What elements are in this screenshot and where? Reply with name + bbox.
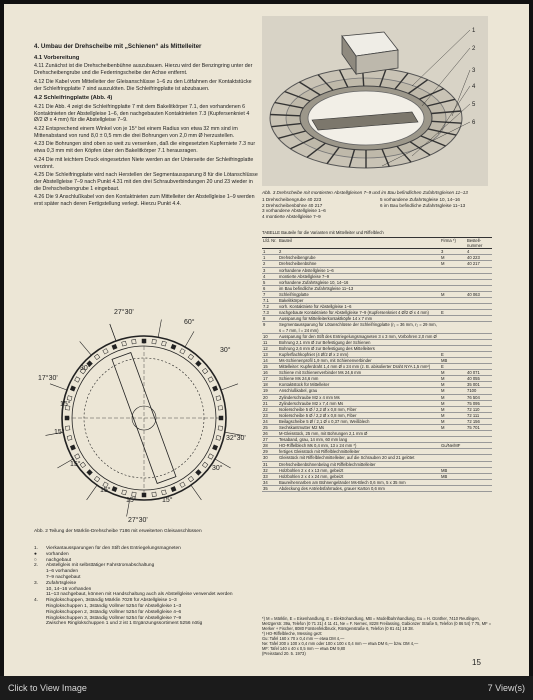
row-part: Schiene Ms 24,6 mm <box>278 376 440 382</box>
legend-key: ● <box>34 551 37 557</box>
legend-text: nachgebaut <box>46 557 72 563</box>
footnote-line: Gu: Tafel 160 x 70 x 0,4 mm — etwa DM 4,— <box>262 636 345 641</box>
row-number: 12 <box>262 345 278 351</box>
track-mark <box>196 470 202 476</box>
row-company: M <box>440 400 466 406</box>
row-number: 7 <box>262 291 278 297</box>
track-line <box>158 320 161 338</box>
row-part: Sechskantmutter M2 Ms <box>278 425 440 431</box>
paragraph-4-24: 4.24 Die mit leichtem Druck eingesetzten Niete werden an der Unterseite der Schleifringplatte verzinnt. <box>34 156 254 170</box>
row-company: E <box>440 364 466 370</box>
row-number: 32 <box>262 467 278 473</box>
view-count: 7 View(s) <box>487 683 525 693</box>
track-line <box>80 341 92 355</box>
paragraph-4-23: 4.23 Die Bohrungen sind oben so weit zu versenken, daß die eingesetzten Kupferniete 7.3 nur etwa 0,3 mm mit den Köpfen über den Bakelitkörper 7.1 herausragen. <box>34 141 256 155</box>
subsection-4-1-title: 4.1 Vorbereitung <box>34 54 80 61</box>
row-company: M <box>440 255 466 261</box>
row-part: Zylinderschraube M2 x 7,4 mm Ms <box>278 400 440 406</box>
row-order-number: 35 001 <box>466 382 492 388</box>
track-mark <box>212 445 217 450</box>
row-order-number: 40 071 <box>466 370 492 376</box>
row-company: M <box>440 376 466 382</box>
track-mark <box>208 454 213 459</box>
row-part: Anschlußkabel, grau <box>278 388 440 394</box>
row-number: 10 <box>262 333 278 339</box>
row-company: M <box>440 418 466 424</box>
subsection-4-2-title: 4.2 Schleifringplatte (Abb. 4) <box>34 95 113 102</box>
left-text-column <box>34 44 259 210</box>
row-part: Bohrung 2,6 mm Ø zur Befestigung des Mittelleiters <box>278 345 440 351</box>
row-number: 19 <box>262 388 278 394</box>
row-number: 14 <box>262 357 278 363</box>
row-part: Holzbohlen 2 x 4 x 13 mm, gebeizt <box>278 467 440 473</box>
callout-number: 3 <box>472 68 476 74</box>
row-company: MB <box>440 467 466 473</box>
track-mark <box>65 426 69 430</box>
row-company: M <box>440 382 466 388</box>
legend-entry <box>34 621 259 627</box>
row-company: E <box>440 310 466 316</box>
row-part: Baureihennarben am Bühnengeländer Ms-Blech 0,6 mm, 5 x 35 mm <box>278 479 440 485</box>
angle-label: 32°30' <box>226 435 246 442</box>
track-mark <box>171 486 176 491</box>
row-part: Kupferflachkopfniet (4 Ø/2 Ø x 2 mm) <box>278 351 440 357</box>
track-line <box>50 384 67 390</box>
legend-key: 1. <box>34 546 39 551</box>
footnote-line: Ne: Tafel 200 x 100 x 0,4 mm oder 100 x 100 x 0,4 mm — etwa DM 6,— bzw. DM 4,— <box>262 641 419 646</box>
track-line <box>110 324 116 341</box>
row-number: 7.3 <box>262 310 278 316</box>
photo-legend-item <box>380 214 492 219</box>
row-part: vorh. Kontaktniete für Abstellgleise 1–6 <box>278 304 440 310</box>
row-part: Drehscheibenbühne <box>278 261 440 267</box>
track-mark <box>180 482 185 487</box>
track-mark <box>67 435 72 440</box>
track-mark <box>218 406 222 410</box>
track-line <box>185 331 194 347</box>
row-part: Isolierscheibe 5 Ø / 2,2 Ø x 0,8 mm, Fiber <box>278 406 440 412</box>
row-number: 7.1 <box>262 298 278 304</box>
track-mark <box>94 476 100 482</box>
view-image-link[interactable]: Click to View Image <box>8 683 87 693</box>
row-number: 22 <box>262 406 278 412</box>
table-row <box>262 485 492 491</box>
row-part: Aussparung für den Stift des Entriegelungsmagneten 3 x 3 mm, Vorbohren 2,0 mm Ø <box>278 333 440 339</box>
row-company: Gu/Ne/MF <box>440 443 466 449</box>
angle-label: 15° <box>126 497 137 504</box>
legend-text: Zufahrtsgleise <box>46 580 77 586</box>
row-part: Gleisstück mit Riffelblechmittelleiter, auf die Schrauben 20 und 21 gelötet <box>278 455 440 461</box>
table-body <box>262 255 492 492</box>
photo-legend-item: 5 vorhandene Zufahrtsgleise 10, 14–16 <box>380 197 460 203</box>
column-number: 2 <box>278 249 440 255</box>
paragraph-4-21: 4.21 Die Abb. 4 zeigt die Schleifringplatte 7 mit dem Bakelitkörper 7.1, den vorhandenen 6 Kontaktnieten der Abstellgleise 1–6, den nachgebauten Kontaktnieten 7.3 (Kupfersenkniet 4 Ø/2 Ø x 4 mm) für die Abstellgleise 7–9. <box>34 103 250 124</box>
angle-label: 15° <box>54 429 65 436</box>
row-part: HO-Riffelblech Ms 0,4 mm, 13 x 24 mm *) <box>278 443 440 449</box>
column-number: 4 <box>466 249 492 255</box>
track-mark <box>87 470 93 476</box>
row-part: Abdeckung des Antriebsfahrrades, grauer Karton 0,6 mm <box>278 485 440 491</box>
paragraph-4-26: 4.26 Die 9 Anschlußkabel von den Kontaktnieten zum Mittelleiter der Abstellgleise 1–9 werden erst später nach deren Fertigstellung verlegt. Hierzu Punkt 4.4. <box>34 194 255 208</box>
track-mark <box>67 396 72 401</box>
angle-label: 27°30' <box>114 309 134 316</box>
legend-text: Ringlokschuppen 2, 3ständig Vollmer 5254 für Abstellgleise 4–6 <box>46 609 182 615</box>
track-mark <box>112 344 117 349</box>
legend-key: 2. <box>34 563 39 569</box>
column-number: 1 <box>262 249 278 255</box>
row-part: Bakelitkörper <box>278 298 440 304</box>
angle-label: 30° <box>212 465 223 472</box>
track-line <box>87 485 97 500</box>
row-number: 17 <box>262 376 278 382</box>
row-number: 27 <box>262 437 278 443</box>
photo-caption: Abb. 3 Drehscheibe mit montierten Abstellgleisen 7–9 und im Bau befindlichen Zufahrtsgleisen 11–13 <box>262 190 468 195</box>
paragraph-4-12: 4.12 Die Kabel vom Mittelleiter der Gleisanschlüsse 1–6 zu den Lötfahnen der Kontaktstücke der Schleifringplatte 7 sind auszulöten. Die Schleifringplatte ist abzubauen. <box>34 78 252 92</box>
paragraph-4-25: 4.25 Die Schleifringplatte wird nach Herstellen der Segmentaussparung 8 für die Lötanschlüsse der Abstellgleise 7–9 nach Punkt 4.31 mit den drei Schraubverbindungen 20 und 23 wieder in die Drehscheibengrube 1 eingebaut. <box>34 172 258 192</box>
angle-label: 15° <box>60 401 71 408</box>
viewer-footer <box>0 676 533 700</box>
legend-text: Vierkantaussparungen für den Stift des Entriegelungsmagneten <box>46 546 181 551</box>
header-part: Bauteil <box>278 238 440 249</box>
row-company: M <box>440 370 466 376</box>
angle-label: 60° <box>184 319 195 326</box>
legend-text: vorhanden <box>46 551 69 557</box>
row-part: Drehscheibenbühnenbelag mit Riffelblechmittelleiter <box>278 461 440 467</box>
callout-number: 4 <box>472 84 476 90</box>
row-order-number <box>466 322 492 333</box>
legend-key: ○ <box>34 557 37 563</box>
turntable-photo <box>262 16 488 186</box>
row-order-number: 40 055 <box>466 376 492 382</box>
photo-legend-item: 1 Drehscheibengrube 40 223 <box>262 197 322 203</box>
row-number: 5 <box>262 279 278 285</box>
legend-key: 3. <box>34 580 39 586</box>
scanned-page <box>4 4 529 676</box>
track-mark <box>132 339 136 343</box>
header-order-number: Bestell-nummer <box>466 238 492 249</box>
row-part: Bohrung 2,1 mm Ø zur Befestigung der Schienen <box>278 339 440 345</box>
column-number: 3 <box>440 249 466 255</box>
row-part: Ms-Schienenprofil 1,9 mm, mit Schienenverbinder <box>278 357 440 363</box>
photo-caption-block <box>262 190 492 219</box>
legend-text: 10, 14–16 vorhanden <box>46 586 92 592</box>
row-number: 35 <box>262 485 278 491</box>
row-company <box>440 322 466 333</box>
row-order-number: 72 111 <box>466 412 492 418</box>
row-number: 28 <box>262 443 278 449</box>
row-order-number: 40 223 <box>466 255 492 261</box>
angle-label: 15° <box>70 461 81 468</box>
page-number: 15 <box>472 658 481 667</box>
track-mark <box>216 435 221 440</box>
table-footnotes <box>262 616 492 656</box>
track-mark <box>152 492 156 496</box>
legend-key <box>34 621 46 627</box>
row-order-number: 7100 <box>466 388 492 394</box>
legend-text: Abstellgleis mit selbsttätiger Fahrstromabschaltung <box>46 563 155 569</box>
row-company: M <box>440 291 466 297</box>
track-mark <box>103 349 108 354</box>
track-mark <box>180 349 185 354</box>
track-mark <box>212 386 217 391</box>
row-part: im Bau befindliche Zufahrtsgleise 11–13 <box>278 285 440 291</box>
callout-number: 1 <box>472 28 476 34</box>
track-mark <box>122 490 127 495</box>
row-number: 1 <box>262 255 278 261</box>
row-order-number: 75 701 <box>466 425 492 431</box>
photo-legend-item: 2 Drehscheibenbühne 40 217 <box>262 202 323 208</box>
row-part: fertiges Gleisstück mit Riffelblechmittelleiter <box>278 449 440 455</box>
legend-text: 11–13 nachgebaut, können mit Handschaltung auch als Abstellgleise verwendet werden <box>46 592 233 598</box>
legend-key: 4. <box>34 598 39 604</box>
row-company: E <box>440 351 466 357</box>
photo-legend <box>262 197 492 219</box>
angle-label: 15° <box>162 497 173 504</box>
row-order-number: 72 110 <box>466 406 492 412</box>
row-part: Isolierscheibe 5 Ø / 2,2 Ø x 0,8 mm, Fiber <box>278 412 440 418</box>
row-number: 8 <box>262 316 278 322</box>
row-number: 24 <box>262 418 278 424</box>
callout-number: 5 <box>472 102 476 108</box>
header-nr: Lfd. Nr. <box>262 238 278 249</box>
row-order-number <box>466 485 492 491</box>
diagram-legend <box>34 546 259 627</box>
angle-label: 17°30' <box>38 375 58 382</box>
header-company: Firma *) <box>440 238 466 249</box>
row-part: Schiene mit Schienenverbinder Ms 24,6 mm <box>278 370 440 376</box>
section-heading: 4. Umbau der Drehscheibe mit „Schienen“ als Mittelleiter <box>34 43 202 50</box>
legend-text: Zwischen Ringlokschuppen 1 und 2 ist 1 Ergänzungssortiment 5256 nötig <box>46 621 203 627</box>
angle-label: 15° <box>100 487 111 494</box>
row-part: Drehscheibengrube <box>278 255 440 261</box>
row-number: 31 <box>262 461 278 467</box>
legend-text: Ringlokschuppen 3, 3ständig Vollmer 5254 für Abstellgleise 7–9 <box>46 615 182 621</box>
row-company: M <box>440 406 466 412</box>
photo-legend-item: 4 montierte Abstellgleise 7–9 <box>262 213 321 219</box>
row-number: 3 <box>262 267 278 273</box>
row-company: MB <box>440 473 466 479</box>
track-mark <box>188 354 194 360</box>
footnote-line: *) HO-Riffelbleche, Messing gezt: <box>262 631 323 636</box>
row-number: 11 <box>262 339 278 345</box>
track-mark <box>208 377 213 382</box>
row-part: Holzbohlen 2 x 4 x 24 mm, gebeizt <box>278 473 440 479</box>
track-mark <box>202 462 208 468</box>
row-company: M <box>440 261 466 267</box>
footnote-line: *) M = Märklin, E = Eisenhandlung, E = Elektrohandlung, MB = Modellbahnhandlung, Gu = H. Günther, 7410 Reutlingen, Metzgerstr. 39a, Telefon (0 71 21) 4 11 41, Ne = F. Nemec, 8228 Freilassing, Gabionzer Straße 5, Telefon (0 86 54) 7 75, MF = Merker + Fischer, 8080 Fürstenfeldbruck, Röntgenstraße 6, Telefon (0 81 41) 18 38. <box>262 616 492 631</box>
track-mark <box>188 476 194 482</box>
track-mark <box>132 492 136 496</box>
row-part: Kontaktstück für Mittelleiter <box>278 382 440 388</box>
photo-legend-item: 3 vorhandene Abstellgleise 1–6 <box>262 208 326 214</box>
row-number: 18 <box>262 382 278 388</box>
row-company: M <box>440 394 466 400</box>
row-order-number: 40 217 <box>466 261 492 267</box>
track-mark <box>171 344 176 349</box>
track-mark <box>70 386 75 391</box>
row-number: 15 <box>262 364 278 370</box>
row-part: Beilagscheibe 5 Ø / 2,1 Ø x 0,37 mm, Weißblech <box>278 418 440 424</box>
table-caption: TABELLE Bauteile für die Varianten mit Mittelleiter und Riffelblech <box>262 230 384 235</box>
row-number: 6 <box>262 285 278 291</box>
diagram-caption: Abb. 2 Teilung der Märklin-Drehscheibe 7186 mit erweiterten Gleisanschlüssen <box>34 529 202 534</box>
row-order-number: 72 156 <box>466 418 492 424</box>
row-number: 30 <box>262 455 278 461</box>
row-part: vorhandene Zufahrtsgleise 10, 14–16 <box>278 279 440 285</box>
row-number: 16 <box>262 370 278 376</box>
row-number: 26 <box>262 431 278 437</box>
callout-number: 2 <box>472 46 476 52</box>
row-number: 2 <box>262 261 278 267</box>
row-order-number: 75 095 <box>466 400 492 406</box>
paragraph-4-11: 4.11 Zunächst ist die Drehscheibenbühne auszubauen. Hierzu wird der Benzingring unter der Drehscheibengrube und die Federringscheibe der Achse entfernt. <box>34 63 253 77</box>
row-part: Aussparung für Mittelleiterkontaktköpfe 14 x 7 mm <box>278 316 440 322</box>
row-number: 29 <box>262 449 278 455</box>
row-number: 20 <box>262 394 278 400</box>
legend-text: Ringlokschuppen, 3ständig Märklin 7028 für Abstellgleise 1–3 <box>46 598 177 604</box>
row-company: M <box>440 425 466 431</box>
angle-label: 30° <box>220 347 231 354</box>
track-mark <box>216 396 221 401</box>
row-number: 9 <box>262 322 278 333</box>
footnote-line: MF: Tafel 140 x 40 x 0,5 mm — etwa DM 9,80 <box>262 646 346 651</box>
legend-text: 1–6 vorhanden <box>46 569 79 575</box>
row-part: nachgebaute Kontaktniete für Abstellgleise 7–9 (Kupfersenkniet 4 Ø/2 Ø x 4 mm) <box>278 310 440 316</box>
row-order-number: 76 504 <box>466 394 492 400</box>
row-part: Segmentaussparung für Lötanschlüsse der Schleifringplatte (r₁ = 36 mm, r₂ = 29 mm, s = 7 mm, l = 24 mm) <box>278 322 440 333</box>
turntable-division-diagram <box>34 300 254 525</box>
row-part: Schleifringplatte <box>278 291 440 297</box>
angle-label: 27°30' <box>128 517 148 524</box>
table-row <box>262 322 492 333</box>
row-number: 33 <box>262 473 278 479</box>
row-part: montierte Abstellgleise 7–9 <box>278 273 440 279</box>
row-number: 7.2 <box>262 304 278 310</box>
parts-table-block <box>262 230 492 492</box>
row-part: Mittelleiter: Kupferdraht 1,4 mm Ø x 24 mm (z. B. abisolierter Draht NYA 1,5 mm²) <box>278 364 440 370</box>
row-order-number: 40 063 <box>466 291 492 297</box>
row-number: 4 <box>262 273 278 279</box>
track-line <box>191 485 201 500</box>
track-mark <box>161 341 166 346</box>
photo-legend-item: 6 im Bau befindliche Zufahrtsgleise 11–13 <box>380 202 466 208</box>
row-company: M <box>440 412 466 418</box>
row-part: Tesaband, grau, 14 mm, 60 mm lang <box>278 437 440 443</box>
row-number: 25 <box>262 425 278 431</box>
footnote-line: (Preisstand 20. 5. 1973) <box>262 651 306 656</box>
legend-text: Ringlokschuppen 1, 3ständig Vollmer 5254 für Abstellgleise 1–3 <box>46 603 182 609</box>
row-company: M <box>440 388 466 394</box>
paragraph-4-22: 4.22 Entsprechend einem Winkel von je 15° bei einem Radius von etwa 32 mm sind im Mittenabstand von rund 8,0 ± 0,5 mm die drei Bohrungen von 2,0 mm Ø herzustellen. <box>34 126 238 139</box>
track-mark <box>75 377 80 382</box>
track-mark <box>202 368 208 374</box>
row-company <box>440 485 466 491</box>
row-number: 23 <box>262 412 278 418</box>
row-part: vorhandene Abstellgleise 1–6 <box>278 267 440 273</box>
parts-table <box>262 237 492 492</box>
angle-label: 30° <box>80 365 91 372</box>
track-mark <box>75 454 80 459</box>
track-mark <box>196 361 202 367</box>
track-mark <box>152 339 156 343</box>
legend-text: 7–9 nachgebaut <box>46 574 81 580</box>
row-number: 34 <box>262 479 278 485</box>
track-mark <box>218 426 222 430</box>
track-mark <box>94 354 100 360</box>
row-number: 21 <box>262 400 278 406</box>
track-mark <box>70 445 75 450</box>
callout-number: 6 <box>472 120 476 126</box>
row-part: M-Gleisstück, 25 mm, mit Bohrungen 2,1 mm Ø <box>278 431 440 437</box>
row-part: Zylinderschraube M2 x 4 mm Ms <box>278 394 440 400</box>
track-mark <box>80 462 86 468</box>
track-line <box>221 384 238 390</box>
track-mark <box>112 486 117 491</box>
track-mark <box>122 341 127 346</box>
table-header-row <box>262 238 492 249</box>
track-mark <box>161 490 166 495</box>
row-company: MB <box>440 357 466 363</box>
row-number: 13 <box>262 351 278 357</box>
